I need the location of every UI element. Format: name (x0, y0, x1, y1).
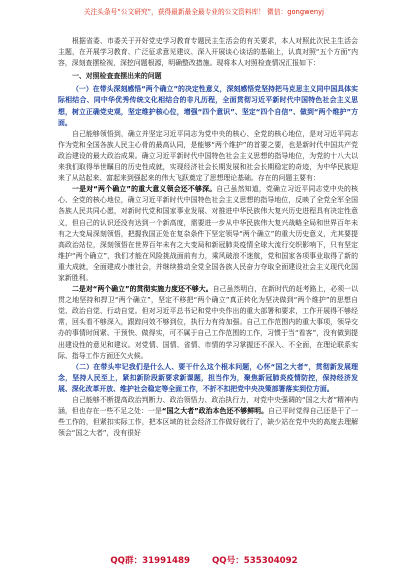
point-heading: 一是对“两个确立”的重大意义领会还不够深。 (72, 185, 217, 194)
paragraph (58, 284, 358, 362)
section-heading: 一、对照检查查摆出来的问题 (72, 72, 162, 81)
footer (0, 554, 408, 566)
qq-number: QQ号：535304092 (212, 556, 298, 566)
paragraph-text: 自己虽然知道，党确立习近平同志党中央的核心、全党的核心地位，确立习近平新时代中国特色社会主义思想的指导地位，反映了全党全军全国各族人民共同心愿，对新时代党和国家事业发展、对推进中华民族伟大复兴历史进程具有决定性意义，但自己的认识还没有达到一个新高度，需要进一步从中华民族伟大复兴战略全局和世界百年未有之大变局深刻领悟，把握我国正处在复杂条件下坚定领导“两个确立”的重大历史意义，尤其要提高政治站位，深刻领悟在世界百年未有之大变局和新冠肺炎疫情全球大流行交织影响下，只有坚定维护“两个确立”，我们才能在风险挑战面前有力，乘风破浪不迷航，党和国家各项事业取得了新的重大成就，全面建成小康社会，并继续推动全党全国各族人民奋力夺取全面建设社会主义现代化国家新胜利。 (58, 185, 359, 282)
paragraph-text: 自己平时觉得自己还是干了一些工作的，但紧扣实际工作，把本区域的社会经济工作做好就行了，缺少站在党中央的高度去理解领会“国之大者”，没有很好 (58, 407, 359, 438)
intro-paragraph: 根据省委、市委关于开好党史学习教育专题民主生活会的有关要求，本人对照此次民主生活会主题，在开展学习教育、广泛征求意见建议、深入开展谈心谈话的基础上，认真对照“五个方面”内容，深刻查摆检视，深挖问题根源，明确整改措施。现将本人对照检查情况汇报如下： (58, 37, 358, 68)
subsection-heading-2: （二）在带头牢记我们是什么人、要干什么这个根本问题，心怀“国之大者”，贯彻新发展理念，坚持人民至上，紧扣新阶段新要求新课题，担当作为，聚焦新冠肺炎疫情防控，保持经济发展、深化改革开放、维护社会稳定等全面工作，不折不扣把党中央决策部署落实到位方面。 (58, 362, 358, 393)
subsection-heading-1: （一）在带头深刻感悟“两个确立”的决定性意义，深刻感悟党坚持把马克思主义同中国具体实际相结合、同中华优秀传统文化相结合的非凡历程，全面贯彻习近平新时代中国特色社会主义思想，树立正确党史观，坚定维护核心位，增强“四个意识”、坚定“四个自信”、做到“两个维护”方面。 (58, 85, 358, 127)
point-heading: 二是对“两个确立”的贯彻实施力度还不够大。 (72, 285, 213, 294)
paragraph (58, 184, 358, 284)
paragraph-text: 自己能够不断提高政治判断力、政治领悟力、政治执行力，对党中央强调的“国之大者”精神内涵，但也存在一些不足之处：一是 (58, 396, 358, 416)
qq-group: QQ群：31991489 (110, 556, 190, 566)
paragraph-text: 自己虽然明白，在新时代的赶考路上，必须一以贯之地坚持和捍卫“两个确立”，坚定不移把“两个确立”真正转化为坚决做到“两个维护”的思想自觉、政治自觉、行动自觉。但对习近平总书记和党中央作出的重大部署和要求，工作开展得不够经常，回头看不够深入，跟踪问效不够到位，执行力有待加强。自己工作范围内的重大事项，领导交办的事情时间紧、干预快、做得实，可不属于自己工作范围的工作，习惯于当“看客”，没有做到提出建设性的意见和建议。对党情、国情、省情、市情的学习掌握还不深入、不全面，在理论联系实际、指导工作方面还欠火候。 (58, 285, 358, 360)
paragraph (58, 395, 358, 439)
banner-link[interactable]: 关注头条号“公文研究”，获得最新最全最专业的公文资料库！ 微信：gongwenyj (83, 8, 325, 16)
document-body (58, 36, 358, 439)
paragraph: 自己能够领悟到，确立并坚定习近平同志为党中央的核心、全党的核心地位，是对习近平同志作为党和全国各族人民主心骨的最高认同，是能够“两个维护”的首要之要，也是新时代中国共产党政治建设的最大政治成果。确立习近平新时代中国特色社会主义思想的指导地位，为党的十八大以来我们取得举世瞩目的历史性成就，实现经济社会长期发展和社会长期稳定的奇迹，为中华民族迎来了从站起来、富起来到强起来的伟大飞跃奠定了思想理论基础。存在的问题主要有： (58, 129, 358, 183)
point-heading: “国之大者”政治本色还不够鲜明。 (161, 407, 269, 416)
top-banner (0, 0, 408, 26)
